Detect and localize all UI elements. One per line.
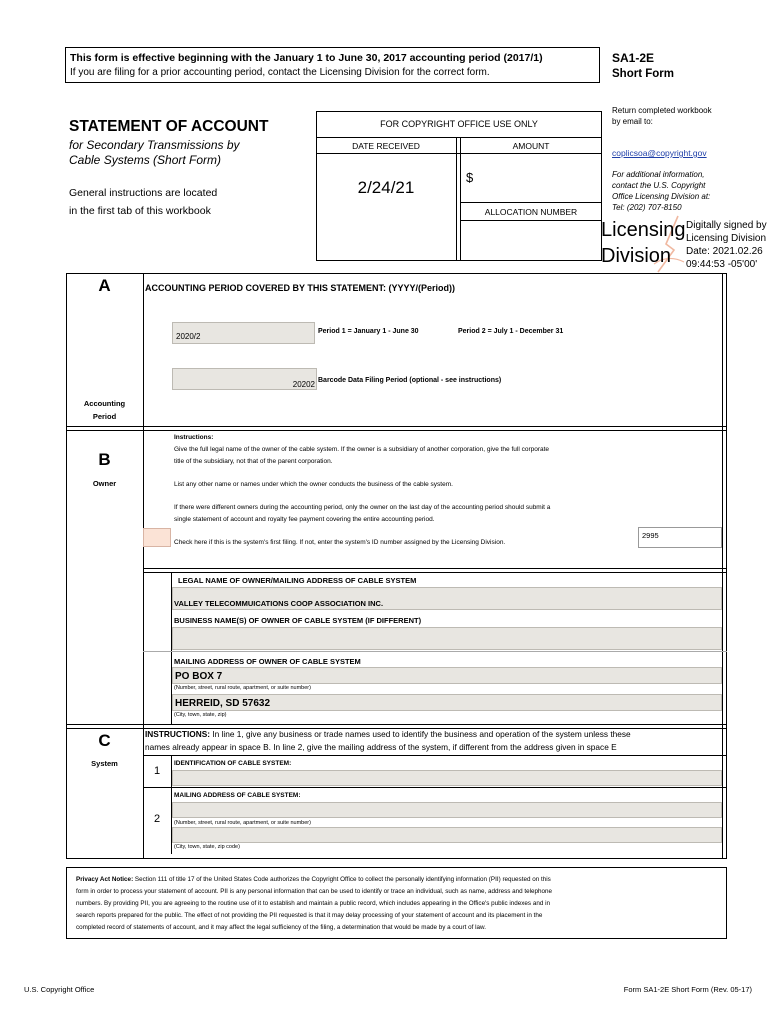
- privacy-line-4: search reports prepared for the public. The effect of not providing the PII requested is that it may delay processing of your statement of account and its placement in the: [76, 912, 543, 919]
- privacy-line-1: [76, 876, 551, 883]
- system-street-input-b[interactable]: [172, 827, 722, 843]
- amount-label: AMOUNT: [512, 141, 550, 151]
- section-c-letter: C: [98, 731, 111, 750]
- privacy-line-2: form in order to process your statement of account. PII is any personal information that can be used to identify or trace an individual, such as name, address and telephone: [76, 888, 553, 895]
- privacy-line-3: numbers. By providing PII, you are agreeing to the routine use of it to establish and maintain a public record, which includes appearing in the Office's public indexes and in: [76, 900, 550, 907]
- owner-street-input[interactable]: [172, 667, 722, 684]
- section-a-label-1: Accounting: [83, 399, 126, 408]
- accounting-period-heading: ACCOUNTING PERIOD COVERED BY THIS STATEMENT: (YYYY/(Period)): [145, 283, 456, 293]
- line-number-2: 2: [153, 813, 161, 825]
- signature-text-2: Licensing Division: [686, 233, 767, 244]
- legal-name-label: LEGAL NAME OF OWNER/MAILING ADDRESS OF CABLE SYSTEM: [178, 576, 417, 585]
- business-name-label: BUSINESS NAME(S) OF OWNER OF CABLE SYSTEM (IF DIFFERENT): [174, 616, 422, 625]
- privacy-line-5: completed record of statements of account, and it may affect the legal sufficiency of the filing, a determination that would be made by a court of law.: [76, 924, 486, 931]
- owner-instructions-3a: If there were different owners during the accounting period, only the owner on the last day of the accounting period should submit a: [174, 504, 551, 511]
- owner-instructions-3b: single statement of account and royalty fee payment covering the entire accounting period.: [174, 516, 435, 523]
- statement-subtitle-2: Cable Systems (Short Form): [69, 153, 222, 167]
- return-text-1: Return completed workbook: [612, 106, 712, 115]
- footer-right: Form SA1-2E Short Form (Rev. 05-17): [623, 985, 752, 994]
- section-b-label: Owner: [92, 479, 117, 488]
- owner-street-value: PO BOX 7: [175, 671, 223, 682]
- accounting-period-input[interactable]: [172, 322, 315, 344]
- owner-city-input[interactable]: [172, 694, 722, 711]
- first-filing-text: Check here if this is the system's first filing. If not, enter the system's ID number assigned by the Licensing Division.: [174, 539, 506, 546]
- system-street-hint: (Number, street, rural route, apartment, or suite number): [174, 820, 311, 826]
- system-id-input[interactable]: [638, 527, 722, 548]
- allocation-number-label: ALLOCATION NUMBER: [484, 207, 578, 217]
- statement-subtitle-1: for Secondary Transmissions by: [69, 138, 240, 152]
- barcode-period-label: Barcode Data Filing Period (optional - see instructions): [318, 377, 502, 384]
- first-filing-checkbox[interactable]: [143, 528, 171, 547]
- system-instructions-text-a: In line 1, give any business or trade names used to identify the business and operation of the system unless these: [210, 729, 631, 739]
- business-name-input[interactable]: [172, 627, 722, 650]
- system-id-value: 2995: [642, 531, 659, 540]
- date-received-value: 2/24/21: [357, 178, 415, 197]
- form-code: SA1-2E: [612, 51, 655, 65]
- office-use-header: FOR COPYRIGHT OFFICE USE ONLY: [380, 119, 538, 129]
- mailing-address-label: MAILING ADDRESS OF OWNER OF CABLE SYSTEM: [174, 657, 361, 666]
- privacy-text-1: Section 111 of title 17 of the United States Code authorizes the Copyright Office to collect the personally identifying information (PII) requested on this: [133, 876, 551, 883]
- general-instructions-1: General instructions are located: [69, 187, 218, 199]
- footer-left: U.S. Copyright Office: [24, 985, 95, 994]
- return-email-link[interactable]: coplicsoa@copyright.gov: [612, 148, 707, 158]
- effective-notice-line1: This form is effective beginning with the January 1 to June 30, 2017 accounting period (2017/1): [70, 52, 543, 64]
- barcode-period-value: 20202: [292, 380, 315, 389]
- date-received-label: DATE RECEIVED: [352, 141, 420, 151]
- system-instructions-line2: names already appear in space B. In line 2, give the mailing address of the system, if different from the address given in space E: [145, 742, 617, 752]
- section-a-letter: A: [98, 276, 111, 295]
- form-name: Short Form: [612, 68, 674, 80]
- owner-city-value: HERREID, SD 57632: [175, 698, 271, 709]
- return-text-2: by email to:: [612, 117, 653, 126]
- statement-title: STATEMENT OF ACCOUNT: [69, 118, 269, 135]
- system-id-label: IDENTIFICATION OF CABLE SYSTEM:: [174, 760, 292, 767]
- signature-text-4: 09:44:53 -05'00': [686, 259, 758, 270]
- legal-name-input[interactable]: [172, 587, 722, 610]
- system-mailing-label: MAILING ADDRESS OF CABLE SYSTEM:: [174, 792, 301, 799]
- info-text-4: Tel: (202) 707-8150: [612, 203, 682, 212]
- owner-instructions-2: List any other name or names under which the owner conducts the business of the cable system.: [174, 481, 453, 488]
- signature-text-1: Digitally signed by: [686, 220, 767, 231]
- owner-street-hint: (Number, street, rural route, apartment, or suite number): [174, 685, 311, 691]
- section-c-label: System: [91, 759, 118, 768]
- line-number-1: 1: [153, 765, 161, 777]
- signature-big-2: Division: [601, 245, 672, 267]
- system-instructions-line1: [145, 729, 631, 739]
- system-id-name-input[interactable]: [172, 770, 722, 786]
- signature-text-3: Date: 2021.02.26: [686, 246, 763, 257]
- section-a-label-2: Period: [92, 412, 117, 421]
- info-text-2: contact the U.S. Copyright: [612, 181, 706, 190]
- accounting-period-value: 2020/2: [176, 332, 201, 341]
- period-1-note: Period 1 = January 1 - June 30: [318, 328, 419, 335]
- barcode-period-input[interactable]: [172, 368, 317, 390]
- owner-instructions-title: Instructions:: [174, 434, 214, 441]
- owner-instructions-1a: Give the full legal name of the owner of the cable system. If the owner is a subsidiary of another corporation, give the full corporate: [174, 446, 550, 453]
- owner-instructions-1b: title of the subsidiary, not that of the parent corporation.: [174, 458, 333, 465]
- section-b-letter: B: [98, 450, 111, 469]
- info-text-3: Office Licensing Division at:: [612, 192, 711, 201]
- system-street-input-a[interactable]: [172, 802, 722, 818]
- signature-big-1: Licensing: [601, 219, 686, 241]
- legal-name-value: VALLEY TELECOMMUICATIONS COOP ASSOCIATION INC.: [174, 599, 384, 608]
- period-2-note: Period 2 = July 1 - December 31: [458, 328, 564, 335]
- effective-notice-line2: If you are filing for a prior accounting period, contact the Licensing Division for the correct form.: [70, 67, 490, 78]
- info-text-1: For additional information,: [612, 170, 705, 179]
- privacy-notice-bold: Privacy Act Notice:: [76, 876, 134, 883]
- owner-city-hint: (City, town, state, zip): [174, 712, 227, 718]
- system-instructions-bold: INSTRUCTIONS:: [145, 729, 210, 739]
- general-instructions-2: in the first tab of this workbook: [69, 205, 211, 217]
- system-city-hint: (City, town, state, zip code): [174, 844, 240, 850]
- amount-value: $: [466, 170, 474, 185]
